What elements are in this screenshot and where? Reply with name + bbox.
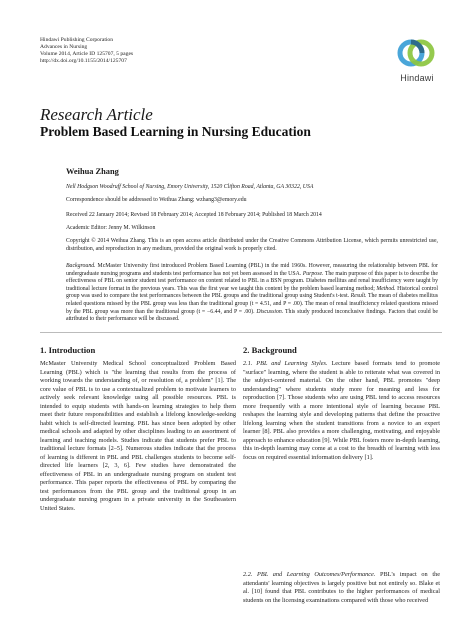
background-paragraph-2 <box>243 571 440 605</box>
abstract-label-method: Method. <box>374 285 396 292</box>
volume-info: Volume 2014, Article ID 125707, 5 pages <box>40 51 134 57</box>
background-column-continued <box>243 571 440 605</box>
abstract-purpose: The main purpose of this paper is to describe the effectiveness of PBL on senior student test performance on content related to PBL in a BSN program. Diabetes mellitus and renal insufficiency were taught by traditional lecture format in the previous years. This was the first year we taught this content by the problem based learning method; <box>66 270 438 292</box>
article-title: Problem Based Learning in Nursing Education <box>40 124 311 139</box>
abstract-background: McMaster University first introduced Problem Based Learning (PBL) in the mid 1960s. However, measuring the relationship between PBL for undergraduate nursing programs and students test performance has not yet been assessed in the USA. <box>66 263 438 277</box>
section-heading-introduction: 1. Introduction <box>40 345 96 355</box>
publisher: Hindawi Publishing Corporation <box>40 37 114 43</box>
copyright-notice: Copyright © 2014 Weihua Zhang. This is an open access article distributed under the Creative Commons Attribution License, which permits unrestricted use, distribution, and reproduction in any medium, provided the original work is properly cited. <box>66 238 438 252</box>
journal-meta <box>40 37 133 65</box>
abstract-result: The mean of diabetes mellitus related questions missed by the PBL group was less than the traditional group (t = 4.51, and P = .00). The mean of renal insufficiency related questions missed by the PBL group was more than the traditional group (t = −6.44, and P = .00). <box>66 293 438 315</box>
journal-name: Advances in Nursing <box>40 44 88 50</box>
subsection-text-outcomes: PBL's impact on the attendants' learning objectives is largely positive but not entirely so. Blake et al. [10] found that PBL contributes to the higher performances of medical students on the licensing examinations compared with those who received <box>243 571 440 604</box>
abstract-label-background: Background. <box>66 263 96 269</box>
background-column <box>243 360 440 462</box>
background-paragraph-1 <box>243 360 440 462</box>
abstract-method: Historical control group was used to compare the test performances between the PBL groups and the traditional group using Student's t-test. <box>66 285 439 300</box>
logo-wordmark: Hindawi <box>400 73 434 83</box>
section-divider <box>40 332 442 333</box>
article-type: Research Article <box>40 105 153 124</box>
subsection-label-learning-styles: 2.1. PBL and Learning Styles. <box>243 360 328 367</box>
abstract-label-result: Result. <box>349 293 367 300</box>
introduction-paragraph: McMaster University Medical School conceptualized Problem Based Learning (PBL) which is "the learning that results from the process of working towards the understanding of, or resolution of, a problem" [1]. The core value of PBL is to use a contextualized problem to motivate learners to actively seek relevant knowledge using all possible resources. PBL is intended to equip students with hands-on learning strategies to help them meet their future responsibilities and establish a lifelong knowledge-seeking habit which is self-directed learning. PBL has since been adopted by other medical schools and adapted by other disciplines leading to an assortment of learning and teaching models. Studies indicate that students prefer PBL to traditional lecture formats [2–5]. Numerous studies indicate that the process of learning is different in PBL and PBL challenges students to become self-directed life learners [2, 3, 6]. Few studies have demonstrated the effectiveness of PBL in an undergraduate nursing program on student test performance. This paper reports the effectiveness of PBL by comparing the test performances from the PBL group and the traditional group in an undergraduate nursing program in a private university in the Southeastern United States. <box>40 360 236 512</box>
subsection-text-learning-styles: Lecture based formats tend to promote "surface" learning, where the student is able to reiterate what was covered in the subject-centered material. On the other hand, PBL promotes "deep understanding" where students study more for meaning and less for reproduction [7]. Those students who are using PBL tend to access resources more frequently with a more intentional style of learning because PBL reshapes the learning style and developing patterns that define the proactive lifelong learning when the student transitions from a novice to an expert learner [8]. PBL also provides a more challenging, motivating, and enjoyable approach to enhance education [9]. While PBL fosters more in-depth learning, this in-depth learning may come at a cost to the breadth of learning with less focus on required essential information delivery [1]. <box>243 360 440 461</box>
introduction-column <box>40 360 236 513</box>
publication-dates: Received 22 January 2014; Revised 18 February 2014; Accepted 18 February 2014; Published 18 March 2014 <box>66 212 322 218</box>
doi-link[interactable]: http://dx.doi.org/10.1155/2014/125707 <box>40 58 127 64</box>
subsection-label-outcomes: 2.2. PBL and Learning Outcomes/Performance. <box>243 571 376 578</box>
abstract-discussion: This study produced inconclusive findings. Factors that could be attributed to their performance will be discussed. <box>66 308 439 323</box>
author-name: Weihua Zhang <box>66 167 119 176</box>
abstract-label-purpose: Purpose. <box>301 270 324 277</box>
abstract-label-discussion: Discussion. <box>254 308 284 315</box>
correspondence: Correspondence should be addressed to Weihua Zhang; wzhang3@emory.edu <box>66 197 247 203</box>
section-heading-background: 2. Background <box>243 345 297 355</box>
academic-editor: Academic Editor: Jenny M. Wilkinson <box>66 225 156 231</box>
abstract <box>66 263 438 324</box>
author-affiliation: Nell Hodgson Woodruff School of Nursing, Emory University, 1520 Clifton Road, Atlanta, GA 30322, USA <box>66 184 314 190</box>
